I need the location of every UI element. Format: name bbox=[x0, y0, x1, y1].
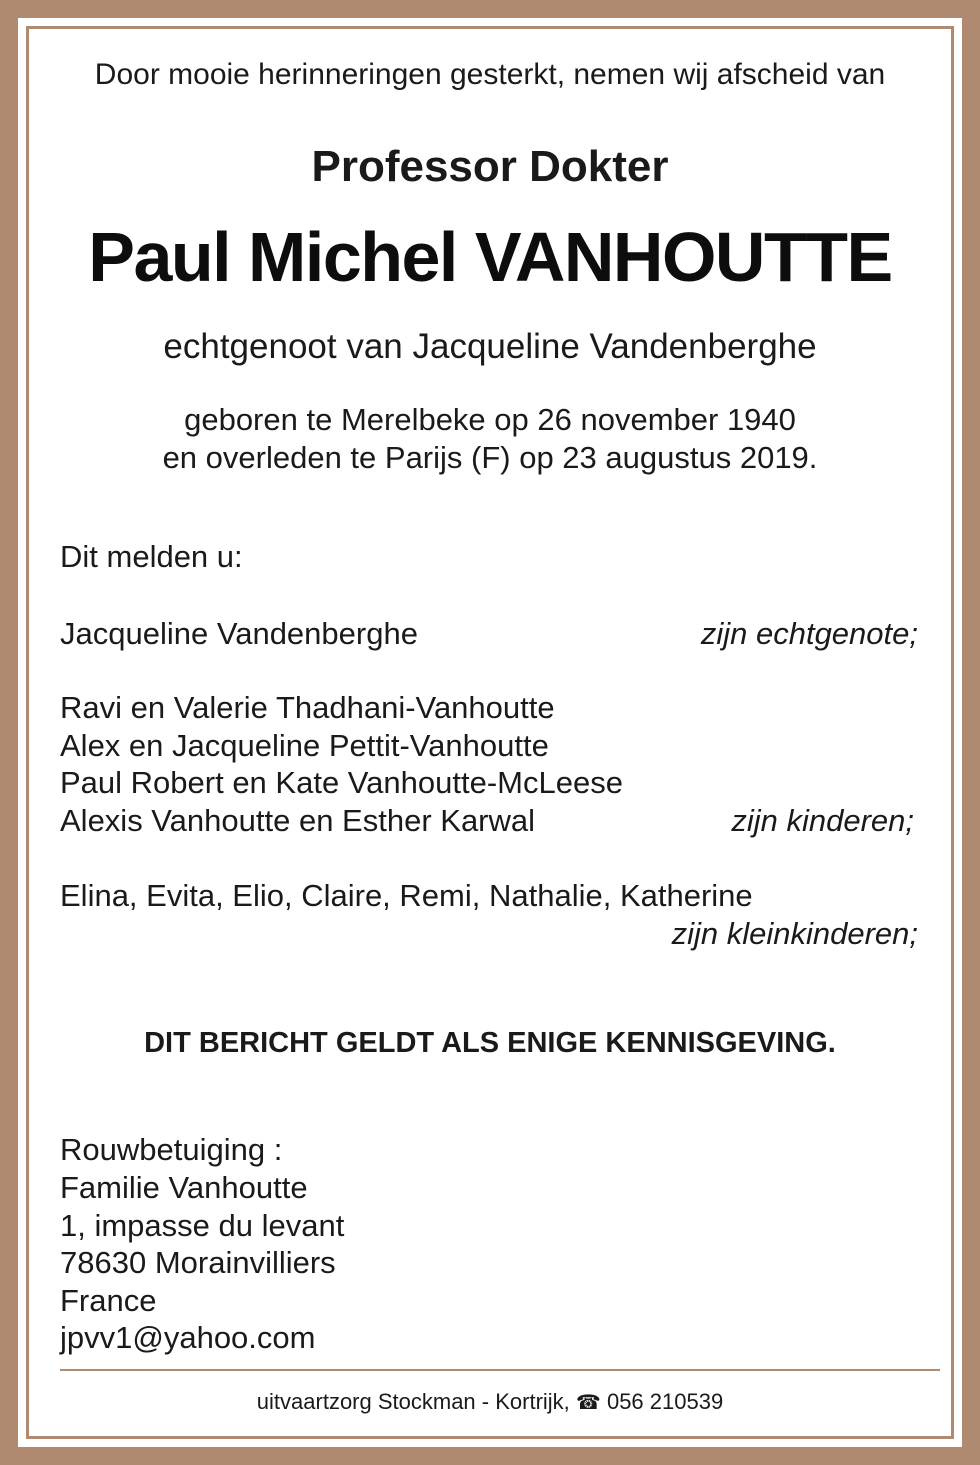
family-heading: Dit melden u: bbox=[60, 539, 243, 574]
footer-divider bbox=[60, 1369, 940, 1371]
phone-icon: ☎ bbox=[575, 1392, 601, 1414]
child-name: Alexis Vanhoutte en Esther Karwal bbox=[60, 803, 536, 838]
condolences-email: jpvv1@yahoo.com bbox=[60, 1320, 316, 1355]
child-name: Alex en Jacqueline Pettit-Vanhoutte bbox=[60, 728, 549, 763]
birth-line: geboren te Merelbeke op 26 november 1940 bbox=[184, 402, 796, 437]
spouse-name: Jacqueline Vandenberghe bbox=[60, 616, 418, 651]
condolences-line: Familie Vanhoutte bbox=[60, 1170, 308, 1205]
spouse-role: zijn echtgenote; bbox=[700, 616, 918, 651]
grandchildren-role: zijn kleinkinderen; bbox=[671, 916, 918, 951]
death-line: en overleden te Parijs (F) op 23 augustus 2019. bbox=[162, 440, 818, 475]
announcement: DIT BERICHT GELDT ALS ENIGE KENNISGEVING. bbox=[144, 1027, 836, 1059]
child-name: Ravi en Valerie Thadhani-Vanhoutte bbox=[60, 690, 555, 725]
undertaker-name: uitvaartzorg Stockman - Kortrijk, bbox=[256, 1389, 570, 1414]
spouse-line: echtgenoot van Jacqueline Vandenberghe bbox=[163, 327, 817, 366]
child-name: Paul Robert en Kate Vanhoutte-McLeese bbox=[60, 765, 623, 800]
condolences-line: 1, impasse du levant bbox=[60, 1208, 345, 1243]
children-role: zijn kinderen; bbox=[731, 803, 914, 838]
condolences-line: France bbox=[60, 1283, 157, 1318]
deceased-name: Paul Michel VANHOUTTE bbox=[88, 218, 892, 296]
deceased-title: Professor Dokter bbox=[311, 142, 669, 191]
condolences-line: 78630 Morainvilliers bbox=[60, 1245, 336, 1280]
intro-line: Door mooie herinneringen gesterkt, nemen wij afscheid van bbox=[94, 58, 886, 91]
condolences-label: Rouwbetuiging : bbox=[60, 1132, 283, 1167]
phone-number: 056 210539 bbox=[606, 1389, 724, 1414]
footer bbox=[0, 1391, 980, 1413]
grandchildren-names: Elina, Evita, Elio, Claire, Remi, Nathalie, Katherine bbox=[60, 878, 753, 913]
